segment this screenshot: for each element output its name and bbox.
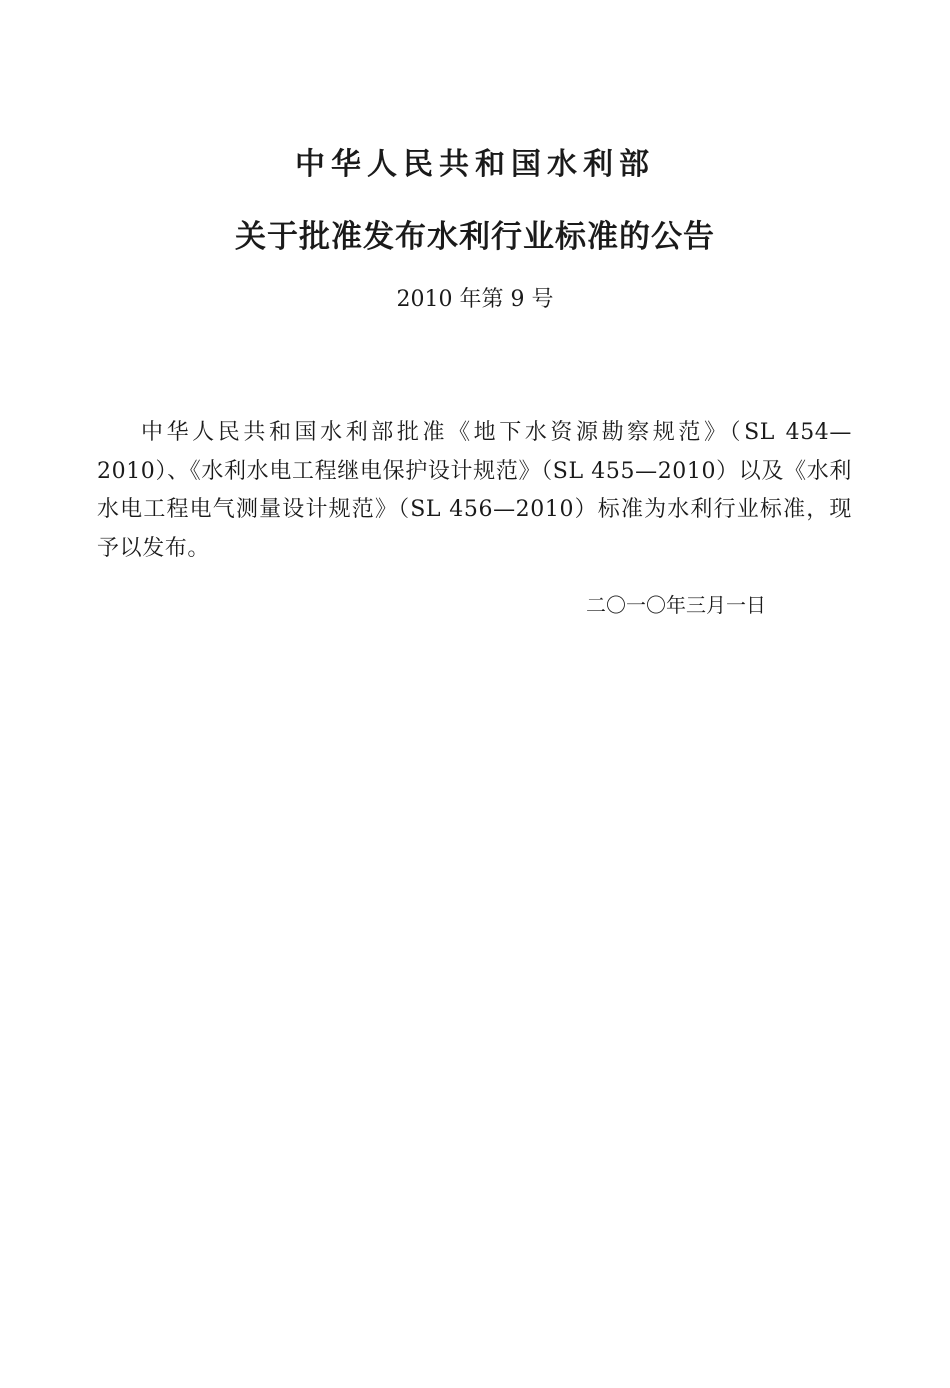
announcement-number: 2010 年第 9 号 — [396, 287, 554, 312]
announcement-body: 中华人民共和国水利部批准《地下水资源勘察规范》（SL 454—2010）、《水利水电工程继电保护设计规范》（SL 455—2010）以及《水利水电工程电气测量设计规范》（SL 456—2010）标准为水利行业标准，现予以发布。 — [97, 420, 852, 561]
issuer-heading: 中华人民共和国水利部 — [295, 147, 655, 182]
announcement-date: 二〇一〇年三月一日 — [586, 593, 766, 617]
announcement-title: 关于批准发布水利行业标准的公告 — [235, 219, 715, 255]
